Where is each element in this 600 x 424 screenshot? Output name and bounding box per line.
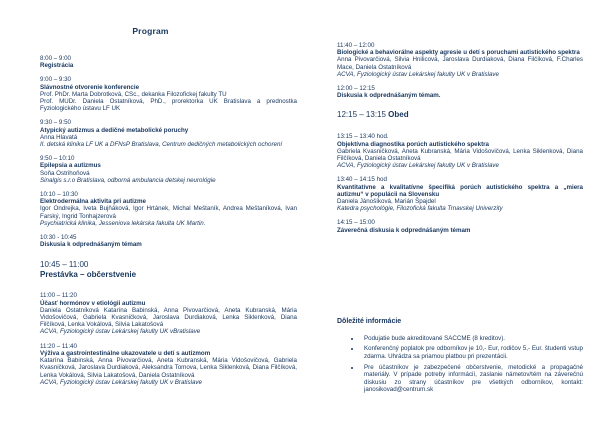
schedule-item	[40, 234, 297, 248]
schedule-item-title: Diskusia k odprednášaným témam	[40, 241, 142, 249]
schedule-item-authors: Katarína Babinská, Anna Pivovarčiová, Aneta Kubranská, Mária Vidošovičová, Gabriela Kvasničková, Jaroslava Durdiaková, Aleksandra Tomova, Lenka Siklenková, Diana Filčíková, Lenka Vokálová, Silvia Lakatošová, Daniela Ostatníková	[40, 357, 297, 379]
schedule-item-affiliation: ACVA, Fyziologický ústav Lekárskej fakulty UK vBratislave	[40, 328, 201, 336]
page-title: Program	[132, 26, 169, 36]
schedule-item	[40, 76, 297, 112]
schedule-item-title: Elektrodermálna aktivita pri autizme	[40, 198, 146, 206]
important-info-heading: Dôležité informácie	[337, 317, 402, 325]
schedule-item	[40, 292, 297, 335]
schedule-item	[40, 191, 297, 227]
schedule-item	[337, 219, 583, 233]
schedule-item-authors: Anna Hlavatá	[40, 133, 78, 141]
schedule-item-time: 10:10 – 10:30	[40, 191, 78, 199]
important-info-bullet: • Pre účastníkov je zabezpečené občerstvenie, metodické a propagačné materiály. V prípade potreby informácií, zaslanie námetov/tém na záverečnú diskusiu zo strany účastníkov pre všetkých odborníkov, kontakt: janosikovad@centrum.sk	[361, 364, 583, 394]
important-info-bullet: • Konferenčný poplatok pre odborníkov je 10,- Eur, rodičov 5,- Eur. študenti vstup zdarma. Uhrádza sa priamou platbou pri prezentácii.	[361, 345, 583, 360]
schedule-item-title: Slávnostné otvorenie konferencie	[40, 83, 140, 91]
schedule-item-affiliation: Sinalgis s.r.o Bratislava, odborná ambulancia detskej neurológie	[40, 176, 216, 184]
schedule-item-time: 13:15 – 13:40 hod.	[337, 133, 389, 141]
left-column	[40, 26, 297, 393]
schedule-item-authors: Gabriela Kvasničková, Aneta Kubranská, Mária Vidošovičová, Lenka Siklenková, Diana Filčíková, Daniela Ostatníková	[337, 147, 583, 163]
schedule-item-authors: Soňa Ostrihoňová	[40, 169, 90, 177]
schedule-item-time: 9:00 – 9:30	[40, 76, 71, 84]
schedule-item-time: 13:40 – 14:15 hod	[337, 176, 387, 184]
schedule-item	[337, 110, 583, 120]
important-info-section	[337, 318, 583, 394]
schedule-item-time: 14:15 – 15:00	[337, 219, 375, 227]
schedule-item-time: 10:30 - 10:45	[40, 234, 77, 242]
schedule-item-time: 9:50 – 10:10	[40, 155, 75, 163]
schedule-item-title: Biologické a behaviorálne aspekty agresie u detí s poruchami autistického spektra	[337, 49, 580, 57]
contact-email: janosikovad@centrum.sk	[364, 386, 434, 394]
schedule-item-title: Registrácia	[40, 62, 74, 70]
schedule-item-authors: Prof. PhDr. Marta Dobrotková, CSc., dekanka Filozofickej fakulty TU	[40, 90, 227, 98]
schedule-item	[40, 119, 297, 148]
schedule-item-title: Výživa a gastrointestinálne ukazovatele u detí s autizmom	[40, 349, 211, 357]
schedule-item-authors: Daniela Jánošíková, Marián Špajdel	[337, 198, 436, 206]
schedule-item-affiliation: ACVA, Fyziologický ústav Lekárskej fakulty UK v Bratislave	[337, 70, 499, 78]
schedule-item-affiliation: Katedra psychológie, Filozofická fakulta Trnavskej Univerzity	[337, 205, 503, 213]
schedule-item-title: Obed	[388, 110, 409, 120]
schedule-item	[337, 85, 583, 99]
schedule-item-title: Epilepsia a autizmus	[40, 162, 101, 170]
schedule-item-affiliation: ACVA, Fyziologický ústav Lekárskej fakulty UK v Bratislave	[40, 378, 202, 386]
schedule-item	[337, 133, 583, 169]
schedule-item-authors: Igor Ondrejka, Iveta Bujňáková, Igor Hrtánek, Michal Meštaník, Andrea Meštaníková, Ivan Farský, Ingrid Tonhajzerová	[40, 205, 297, 220]
schedule-item-time: 11:20 – 11:40	[40, 342, 77, 350]
schedule-item-authors: Anna Pivovarčiová, Silvia Hnilicová, Jaroslava Durdiaková, Diana Filčíková, F.Charles Mace, Daniela Ostatníková	[337, 56, 583, 71]
schedule-item-affiliation: ACVA, Fyziologický ústav Lekárskej fakulty UK v Bratislave	[337, 162, 499, 170]
schedule-item-time: 11:40 – 12:00	[337, 42, 375, 49]
important-info-list	[337, 335, 583, 394]
schedule-item-title: Atypický autizmus a dedičné metabolické poruchy	[40, 126, 189, 134]
schedule-item	[337, 42, 583, 78]
important-info-bullet: • Podujatie bude akreditované SACCME (8 kreditov).	[361, 335, 583, 343]
schedule-item	[337, 176, 583, 212]
schedule-item-title: Kvantitatívne a kvalitatívne špecifiká porúch autistického spektra a „miera autizmu“ v populácii na Slovensku	[337, 183, 583, 198]
schedule-item-title: Účasť hormónov v etiológii autizmu	[40, 299, 146, 307]
schedule-item-authors: Daniela Ostatníková Katarína Babinská, Anna Pivovarčiová, Aneta Kubranská, Mária Vidošovičová, Gabriela Kvasničková, Jaroslava Durdiaková, Lenka Siklenková, Diana Filčíková, Lenka Vokálová, Silvia Lakatošová	[40, 306, 297, 329]
schedule-item-time: 11:00 – 11:20	[40, 292, 77, 300]
schedule-item-time: 10:45 – 11:00	[40, 260, 89, 270]
schedule-item-time: 9:30 – 9:50	[40, 119, 71, 127]
schedule-item-time: 12:15 – 13:15	[337, 110, 389, 120]
schedule-item-title: Objektívna diagnostika porúch autistického spektra	[337, 140, 489, 148]
schedule-item	[40, 343, 297, 386]
schedule-item-time: 8:00 – 9:00	[40, 55, 71, 62]
schedule-item-affiliation: II. detská klinika LF UK a DFNsP Bratislava, Centrum dedičných metabolických ochorení	[40, 141, 283, 149]
schedule-item-affiliation: Psychiatrická klinika, Jesseniova lekárska fakulta UK Martin.	[40, 219, 206, 227]
schedule-item-time: 12:00 – 12:15	[337, 85, 375, 93]
schedule-item-title: Záverečná diskusia k odprednášaným témam	[337, 226, 471, 234]
schedule-item	[40, 55, 297, 69]
right-column	[337, 42, 583, 397]
schedule-item-title: Diskusia k odprednášaným témam.	[337, 92, 441, 100]
schedule-item-authors: Prof. MUDr. Daniela Ostatníková, PhD., prorektorka UK Bratislava a prednostka Fyziologického ústavu LF UK	[40, 98, 297, 113]
schedule-item	[40, 155, 297, 184]
schedule-item-title: Prestávka – občerstvenie	[40, 270, 137, 280]
schedule-item	[40, 260, 297, 280]
